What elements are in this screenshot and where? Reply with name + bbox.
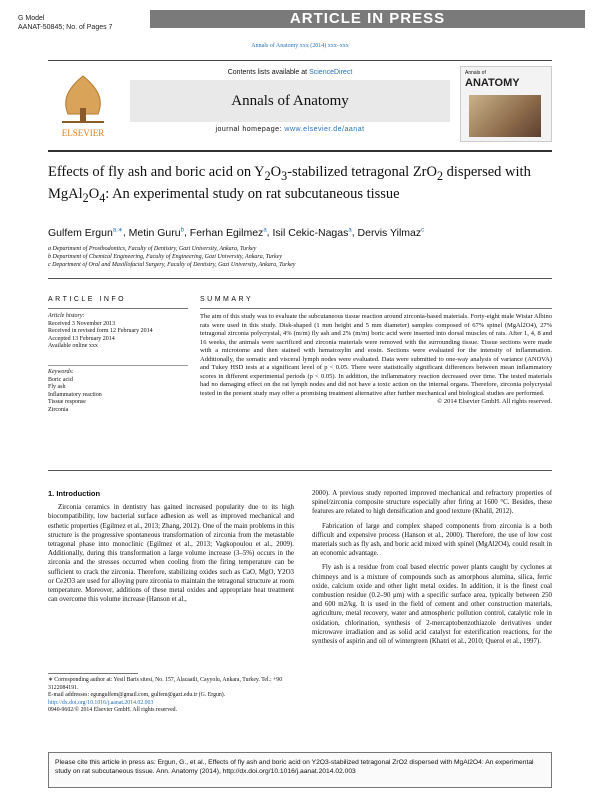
article-in-press-banner: ARTICLE IN PRESS xyxy=(150,10,585,28)
history-item: Available online xxx xyxy=(48,343,98,350)
affiliations xyxy=(48,245,548,269)
sciencedirect-link[interactable]: ScienceDirect xyxy=(309,69,353,76)
keywords xyxy=(48,369,188,415)
contents-line: Contents lists available at ScienceDirect xyxy=(227,69,353,76)
author[interactable]: Metin Guru$^b$ xyxy=(128,226,184,239)
citation-box: Please cite this article in press as: Ergun, G., et al., Effects of fly ash and boric acid on Y2O3-stabilized tetragonal ZrO2 dispersed with MgAl2O4: An experimental study on rat subcutaneous tissue. Ann. Anatomy (2014), http://dx.doi.org/10.1016/j.aanat.2014.02.003 xyxy=(48,752,552,788)
keyword[interactable]: Fly ash xyxy=(48,384,66,391)
summary-text: The aim of this study was to evaluate the subcutaneous tissue reaction around zirconia-based materials. Forty-eight male Wistar Albino rats were used in this study. Disk-shaped (1 mm height and 5 mm diameter) samples composed of 67% spinel (MgAl2O4), 27% tetragonal zirconia polycrystal, 4% (m/m) fly ash and 2% (m/m) boric acid were inserted into dorsal muscles of rats. After 1, 4, 8 and 16 weeks, the animals were sacrificed and zirconia materials were removed with the surrounding tissue. Tissue sections were made with a microtome and then stained with hematoxylin and eosin. Sections were evaluated for the intensity of inflammation. Additionally, the somatic and visceral lymph nodes were evaluated. Data were submitted to one-way analysis of variance (ANOVA) and Tukey HSD tests at a significant level of p < 0.05. There were statistically significant differences between mean inflammatory scores in different experimental periods (p < 0.05). In addition, the inflammatory reaction decreased over time. The tested materials had no damaging effect on the rat lymph nodes and did not have a toxic action on the internal organs. Therefore, zirconia polycrystal tested in the present study may offer a promising treatment alternative after further mechanical and biological studies are performed. © 2014 Elsevier GmbH. All rights reserved. xyxy=(200,313,552,405)
cover-title: ANATOMY xyxy=(465,77,520,89)
author[interactable]: Gulfem Ergun$^{a,∗}$ xyxy=(48,226,123,239)
footnote xyxy=(48,677,294,715)
section-heading: 1. Introduction xyxy=(48,489,101,498)
article-title: Effects of fly ash and boric acid on $Y_2O_3$-stabilized tetragonal ZrO$_2$ dispersed with $MgAl_2O_4$: An experimental study on rat subcutaneous tissue xyxy=(48,164,531,205)
article-history xyxy=(48,313,188,351)
author[interactable]: Dervis Yilmaz$^c$ xyxy=(357,226,425,239)
divider xyxy=(48,278,552,279)
paragraph: 2000). A previous study reported improved mechanical and refractory properties of spinel/zirconia composite structure especially after firing at 1600 °C. Besides, these features are related to high densification and good texture (Khalil, 2012). xyxy=(312,490,552,516)
page-count: No. of Pages 7 xyxy=(66,24,113,31)
body-left-column xyxy=(48,489,294,609)
history-item: Accepted 13 February 2014 xyxy=(48,335,115,342)
corresponding-author: ∗ Corresponding author at: Yesil Baris sitesi, No. 157, Alacaatli, Cayyolu, Ankara, Turkey. Tel.: +90 3122084191. xyxy=(48,677,283,691)
body-right-column xyxy=(312,489,552,651)
cover-header: Annals of xyxy=(465,70,486,76)
paragraph: Fly ash is a residue from coal based electric power plants caught by cyclones at chimneys and is a mixture of compounds such as amorphous alumina, silica, ferric oxide, calcium oxide and other light metal oxides. In addition, it is the finest coal combustion residue (0.2–90 μm) with a specific surface area, typically between 250 and 600 m2/kg. It is used in the field of cement and other construction materials, agriculture, metal recovery, water and atmospheric pollution control, catalytic role in oxidation, chlorination, synthesis of 2-mercaptobenzothiazole derivatives under microwave irradiation and as solid acid catalyst for esterification reactions, for the synthesis of aspirin and oil of wintergreen (Khatri et al., 2010; Querol et al., 1997). xyxy=(312,564,552,646)
divider xyxy=(48,308,188,309)
keyword[interactable]: Tissue response xyxy=(48,399,86,406)
keywords-label: Keywords: xyxy=(48,369,74,375)
affiliation: c Department of Oral and Maxillofacial Surgery, Faculty of Dentistry, Gazi University, Ankara, Turkey xyxy=(48,262,296,268)
affiliation: b Department of Chemical Engineering, Faculty of Engineering, Gazi University, Ankara, Turkey xyxy=(48,254,283,260)
summary-heading: SUMMARY xyxy=(200,296,254,303)
publisher-name: ELSEVIER xyxy=(61,128,105,138)
model-label: G Model xyxy=(18,15,45,22)
copyright: © 2014 Elsevier GmbH. All rights reserved. xyxy=(437,398,552,405)
email-addresses[interactable]: E-mail addresses: egungulfem@gmail.com, gulfem@gazi.edu.tr (G. Ergun). xyxy=(48,692,226,698)
divider xyxy=(48,673,138,674)
article-info-heading: ARTICLE INFO xyxy=(48,296,127,303)
keyword[interactable]: Inflammatory reaction xyxy=(48,391,102,398)
divider xyxy=(48,365,188,366)
divider xyxy=(48,150,552,152)
divider xyxy=(48,60,552,61)
elsevier-logo xyxy=(48,70,118,140)
journal-cover-image xyxy=(460,66,552,142)
history-item: Received in revised form 12 February 2014 xyxy=(48,328,153,335)
issn: 0940-9602/© 2014 Elsevier GmbH. All rights reserved. xyxy=(48,707,178,713)
journal-homepage: journal homepage: www.elsevier.de/aanat xyxy=(215,126,365,133)
author[interactable]: Ferhan Egilmez$^a$ xyxy=(189,226,267,239)
history-item: Received 3 November 2013 xyxy=(48,320,116,327)
doi-link[interactable]: http://dx.doi.org/10.1016/j.aanat.2014.02.003 xyxy=(48,699,154,706)
cover-illustration xyxy=(469,95,541,137)
author[interactable]: Isil Cekic-Nagas$^a$ xyxy=(272,226,352,239)
keyword[interactable]: Zirconia xyxy=(48,406,69,413)
homepage-link[interactable]: www.elsevier.de/aanat xyxy=(284,126,365,133)
article-ref: AANAT-50845; xyxy=(18,24,65,31)
paragraph: Fabrication of large and complex shaped components from zirconia is a both difficult and expensive process (Hanson et al., 2000). Therefore, the use of low cost materials such as fly ash, and boric acid mixed with spinel (MgAl2O4), could result in an economic advantage. xyxy=(312,522,552,558)
affiliation: a Department of Prosthodontics, Faculty of Dentistry, Gazi University, Ankara, Turkey xyxy=(48,246,257,252)
keyword[interactable]: Boric acid xyxy=(48,376,73,383)
divider xyxy=(48,470,552,471)
header-meta xyxy=(18,14,112,32)
journal-citation-top[interactable]: Annals of Anatomy xxx (2014) xxx–xxx xyxy=(251,43,349,49)
divider xyxy=(200,308,552,309)
author-list: Gulfem Ergun$^{a,∗}$, Metin Guru$^b$, Ferhan Egilmez$^a$, Isil Cekic-Nagas$^a$, Dervis Yilmaz$^c$ xyxy=(48,226,425,239)
history-label: Article history: xyxy=(48,313,85,319)
journal-name: Annals of Anatomy xyxy=(231,93,349,109)
paragraph: Zirconia ceramics in dentistry has gained increased popularity due to its high biocompatibility, low bacterial surface adhesion as well as improved mechanical and esthetic properties (Egilmez et al., 2013; Zhang, 2012). One of the main problems in this structure is the progressive spontaneous transformation of zirconia from the metastable tetragonal phase into monoclinic (Egilmez et al., 2013; Vagkopoulou et al., 2009). Additionally, during this transformation a large volume increase (3–5%) occurs in the zirconia and the stresses occurred when cooling from the firing temperature can be sufficient to crack the zirconia. Therefore, stabilizing oxides such as CaO, MgO, Y2O3 or Ce2O3 are used for alloying pure zirconia to maintain the tetragonal structure at room temperature. Moreover, additions of these metal oxides and appropriate heat treatment can overcome this volume increase (Hanson et al., xyxy=(48,504,294,604)
